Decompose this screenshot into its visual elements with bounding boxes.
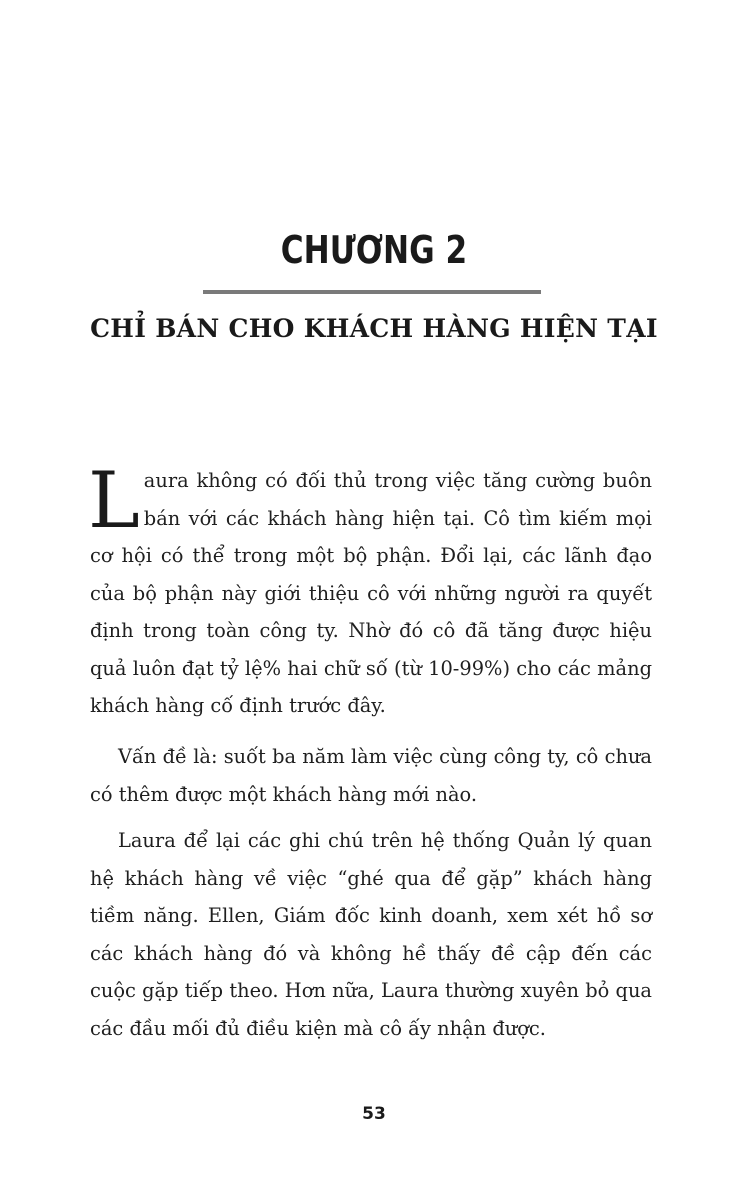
paragraph-2: Vấn đề là: suốt ba năm làm việc cùng công ty, cô chưa có thêm được một khách hàng mới nào. xyxy=(90,745,652,806)
paragraph-1 xyxy=(88,456,652,725)
drop-cap: L xyxy=(88,456,140,546)
paragraph-1-text: aura không có đối thủ trong việc tăng cường buôn bán với các khách hàng hiện tại. Cô tìm kiếm mọi cơ hội có thể trong một bộ phận. Đổi lại, các lãnh đạo của bộ phận này giới thiệu cô với những người ra quyết định trong toàn công ty. Nhờ đó cô đã tăng được hiệu quả luôn đạt tỷ lệ% hai chữ số (từ 10-99%) cho các mảng khách hàng cố định trước đây. xyxy=(90,469,652,717)
chapter-title: CHỈ BÁN CHO KHÁCH HÀNG HIỆN TẠI xyxy=(90,314,658,343)
page-number: 53 xyxy=(362,1104,386,1124)
chapter-divider xyxy=(203,290,541,294)
chapter-label: CHƯƠNG 2 xyxy=(280,228,468,272)
paragraph-3: Laura để lại các ghi chú trên hệ thống Quản lý quan hệ khách hàng về việc “ghé qua để gặp” khách hàng tiềm năng. Ellen, Giám đốc kinh doanh, xem xét hồ sơ các khách hàng đó và không hề thấy đề cập đến các cuộc gặp tiếp theo. Hơn nữa, Laura thường xuyên bỏ qua các đầu mối đủ điều kiện mà cô ấy nhận được. xyxy=(90,829,652,1040)
